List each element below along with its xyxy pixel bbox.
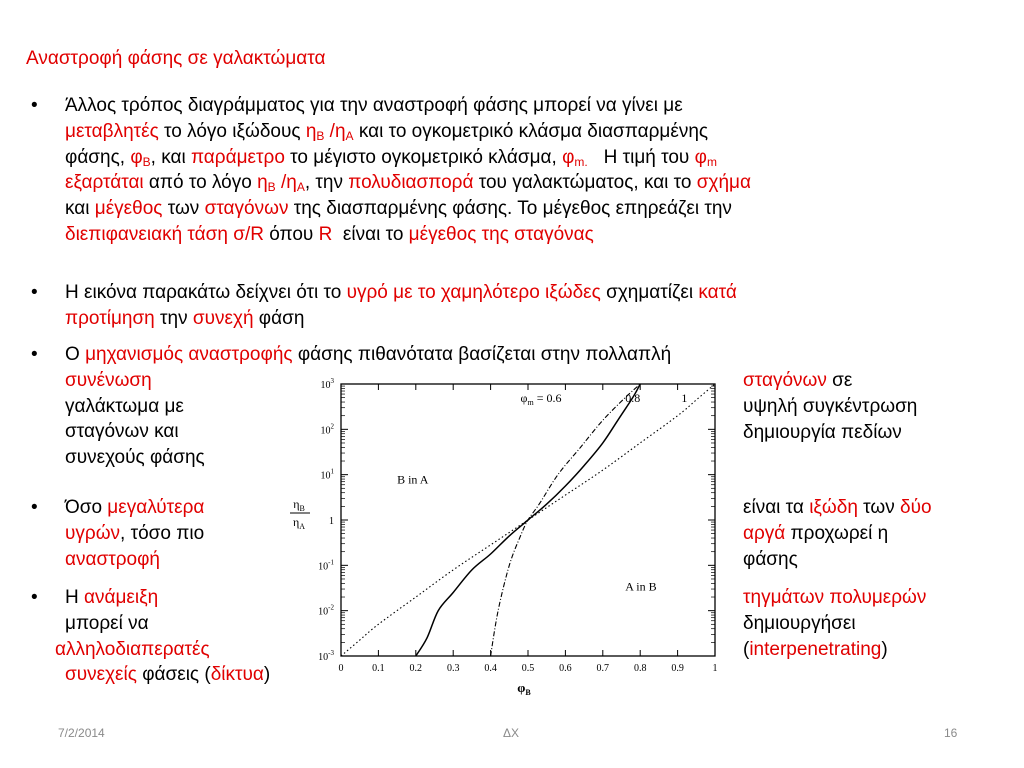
b4-line	[65, 521, 204, 547]
b1-sub: m.	[574, 154, 588, 169]
y-tick-label: $10^{-2}$	[318, 603, 334, 618]
b5-highlight: τηγμάτων πολυμερών	[743, 587, 927, 608]
bullet-4-right-text	[743, 495, 932, 572]
b1-text: και το ογκομετρικό κλάσμα διασπαρμένης	[353, 120, 709, 142]
b5-line	[743, 611, 926, 637]
b4-text: Όσο	[65, 497, 108, 518]
series-label: 0.8	[625, 391, 641, 406]
bullet-3-right-text	[743, 368, 917, 445]
y-tick-label: 1	[329, 516, 334, 527]
b1-highlight: σταγόνων	[204, 198, 289, 220]
b5-text: )	[881, 638, 888, 660]
x-tick-label: 0.8	[633, 663, 647, 674]
series-curve	[491, 384, 641, 656]
b4-line	[65, 547, 204, 573]
y-axis-label-denominator: $\eta_A$	[292, 515, 306, 531]
y-tick-label: $10^{-3}$	[318, 649, 334, 663]
b4-highlight: ιξώδη	[809, 497, 858, 518]
y-tick-label: $10^2$	[320, 422, 334, 437]
y-axis-label-numerator: $\eta_B$	[293, 497, 305, 513]
y-tick-label: $10^3$	[320, 377, 334, 391]
b4-line	[743, 521, 932, 547]
b1-slash: /	[324, 120, 335, 142]
b2-line	[65, 280, 737, 306]
b5-text: δημιουργήσει	[743, 612, 856, 634]
x-axis-label: $\varphi_B$	[517, 680, 531, 697]
x-tick-label: 0	[338, 663, 344, 674]
x-tick-label: 0.6	[559, 663, 572, 674]
b4-text: είναι τα	[743, 497, 810, 518]
x-tick-label: 0.9	[671, 663, 684, 674]
b2-line	[65, 306, 737, 332]
b3-line	[743, 394, 917, 420]
b4-highlight: δύο	[900, 497, 932, 518]
b1-sub: A	[345, 128, 354, 143]
b5-line	[743, 585, 926, 611]
b2-highlight: προτίμηση	[65, 307, 155, 329]
phase-inversion-figure	[283, 372, 730, 704]
series-label: 1	[681, 391, 688, 406]
b1-text: το λόγο ιξώδους	[158, 120, 306, 142]
b1-text: φάσης,	[65, 146, 131, 168]
b1-highlight: σχήμα	[696, 172, 751, 194]
b2-text: Η εικόνα παρακάτω δείχνει ότι το	[65, 282, 347, 303]
b3-highlight: σταγόνων	[743, 370, 827, 391]
b3-text: δημιουργία πεδίων	[743, 421, 902, 443]
b1-line	[65, 93, 751, 119]
b5-line	[743, 637, 926, 663]
bullet-5-symbol: •	[31, 587, 38, 608]
b3-text: υψηλή συγκέντρωση	[743, 395, 918, 417]
b2-text: την	[154, 307, 193, 329]
b5-text: )	[263, 664, 271, 686]
b1-sub: B	[142, 154, 151, 169]
b5-highlight: συνεχείς	[65, 664, 137, 686]
b5-highlight: interpenetrating	[749, 638, 882, 660]
bullet-1-symbol: •	[31, 95, 38, 116]
b1-eta: η	[257, 172, 268, 194]
b4-line	[65, 495, 204, 521]
b5-line	[65, 585, 270, 611]
b1-highlight: μεταβλητές	[65, 120, 159, 142]
bullet-5-text	[55, 585, 271, 688]
b5-text: (	[743, 638, 750, 660]
b1-phi: φ	[130, 146, 143, 168]
b5-line	[65, 611, 270, 637]
b1-highlight: εξαρτάται	[65, 172, 144, 194]
b1-text: είναι το	[332, 223, 409, 245]
b4-text: φάσης	[743, 548, 798, 570]
b1-highlight: πολυδιασπορά	[348, 172, 474, 194]
x-tick-label: 0.5	[521, 663, 535, 674]
b2-highlight: κατά	[698, 282, 737, 303]
b1-line	[65, 119, 751, 145]
b1-text: της διασπαρμένης φάσης. Το μέγεθος επηρεάζει την	[288, 198, 732, 220]
footer-page-number: 16	[944, 726, 958, 740]
x-tick-label: 0.4	[484, 663, 497, 674]
b1-highlight: R	[318, 223, 333, 245]
b5-text: φάσεις (	[136, 664, 211, 686]
b1-text: , και	[150, 146, 191, 168]
b2-highlight: συνεχή	[192, 307, 254, 329]
b4-highlight: υγρών	[65, 522, 121, 544]
bullet-4-symbol: •	[31, 497, 38, 518]
b3-line	[65, 342, 671, 368]
b1-highlight: παράμετρο	[190, 146, 285, 168]
b4-highlight: αργά	[743, 522, 786, 544]
b5-text: Η	[65, 587, 84, 608]
b1-line	[65, 222, 751, 248]
b3-text: φάσης πιθανότατα βασίζεται στην πολλαπλή	[292, 344, 672, 365]
b1-sub: m	[706, 154, 717, 169]
b3-line	[743, 420, 917, 446]
b1-highlight: μέγεθος της σταγόνας	[408, 223, 594, 245]
b5-highlight: αλληλοδιαπερατές	[55, 638, 210, 660]
b4-line	[743, 547, 932, 573]
b1-text: του γαλακτώματος, και το	[473, 172, 697, 194]
b1-highlight: διεπιφανειακή τάση σ/R	[65, 223, 264, 245]
b1-eta: η	[305, 120, 317, 142]
b1-text: Η τιμή του	[587, 146, 695, 168]
b3-highlight: συνένωση	[65, 369, 152, 391]
y-tick-label: $10^{-1}$	[318, 558, 334, 573]
b1-sub: A	[296, 180, 305, 195]
b1-eta: η	[334, 120, 346, 142]
b1-text: , την	[304, 172, 349, 194]
b2-text: σχηματίζει	[600, 282, 699, 303]
b4-text: των	[857, 497, 901, 518]
b1-slash: /	[275, 172, 287, 194]
b1-line	[65, 196, 751, 222]
b3-text: γαλάκτωμα με	[65, 395, 184, 417]
b3-text: Ο	[65, 344, 86, 365]
phase-inversion-chart	[283, 372, 730, 704]
bullet-5-right-text	[743, 585, 926, 662]
b1-line	[65, 170, 751, 196]
b3-text: συνεχούς φάσης	[65, 447, 205, 469]
bullet-2-symbol: •	[31, 282, 38, 303]
bullet-3-symbol: •	[31, 344, 38, 365]
x-tick-label: 0.1	[372, 663, 385, 674]
b1-text: Άλλος τρόπος διαγράμματος για την αναστροφή φάσης μπορεί να γίνει με	[65, 95, 683, 116]
x-tick-label: 0.2	[409, 663, 423, 674]
b4-highlight: αναστροφή	[65, 548, 160, 570]
region-label: A in B	[625, 579, 657, 594]
b4-text: , τόσο πιο	[120, 522, 205, 544]
b5-line	[55, 637, 270, 663]
footer-center: ΔΧ	[503, 726, 520, 740]
x-tick-label: 1	[712, 663, 718, 674]
b3-line	[743, 368, 917, 394]
slide-title: Αναστροφή φάσης σε γαλακτώματα	[26, 48, 326, 69]
bullet-1-text	[65, 93, 751, 248]
b5-highlight: ανάμειξη	[84, 587, 159, 608]
b5-highlight: δίκτυα	[210, 664, 264, 686]
b3-highlight: μηχανισμός αναστροφής	[85, 344, 293, 365]
b1-text: όπου	[263, 223, 319, 245]
b5-line	[65, 662, 270, 688]
b4-highlight: μεγαλύτερα	[107, 497, 205, 518]
b1-sub: B	[316, 128, 325, 143]
b1-sub: B	[267, 180, 276, 195]
b1-eta: η	[286, 172, 297, 194]
b1-text: από το λόγο	[143, 172, 258, 194]
b2-text: φάση	[253, 307, 305, 329]
b1-line	[65, 145, 751, 171]
b1-highlight: μέγεθος	[94, 198, 163, 220]
b1-phi: φ	[694, 146, 707, 168]
b1-text: και	[65, 198, 95, 220]
b4-text: προχωρεί η	[785, 522, 889, 544]
b3-text: σε	[826, 370, 853, 391]
region-label: B in A	[397, 472, 429, 487]
bullet-2-text	[65, 280, 737, 332]
x-tick-label: 0.3	[446, 663, 460, 674]
b3-text: σταγόνων και	[65, 421, 179, 443]
footer-date: 7/2/2014	[58, 726, 105, 740]
b1-text: των	[162, 198, 205, 220]
x-tick-label: 0.7	[596, 663, 610, 674]
y-tick-label: $10^1$	[320, 467, 334, 482]
b2-highlight: υγρό με το χαμηλότερο ιξώδες	[346, 282, 601, 303]
b4-line	[743, 495, 932, 521]
b1-phi: φ	[562, 146, 575, 168]
b5-text: μπορεί να	[65, 612, 149, 634]
series-label: $\varphi_m = 0.6$	[520, 391, 562, 408]
bullet-4-text	[65, 495, 204, 572]
b1-text: το μέγιστο ογκομετρικό κλάσμα,	[284, 146, 563, 168]
